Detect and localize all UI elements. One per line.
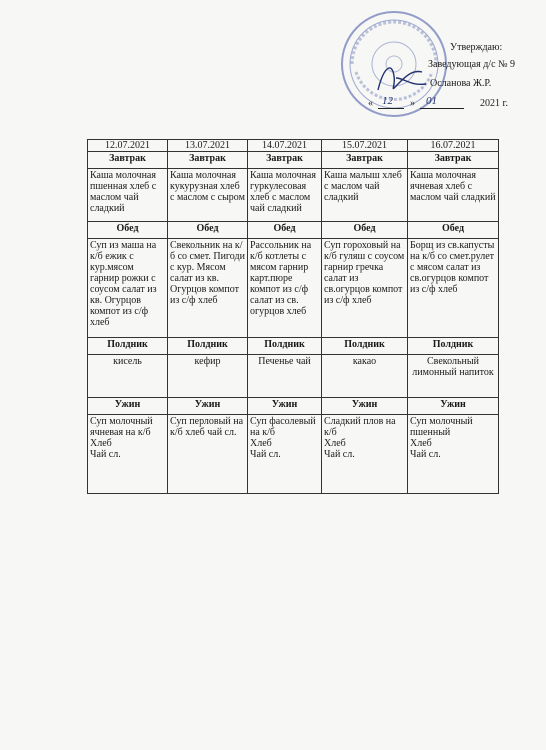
menu-cell: Каша молочная ячневая хлеб с маслом чай сладкий (408, 169, 499, 222)
menu-cell (408, 415, 499, 494)
date-cell: 12.07.2021 (88, 140, 168, 152)
menu-cell: Свекольный лимонный напиток (408, 355, 499, 398)
meal-header: Ужин (168, 398, 248, 415)
menu-line: Суп молочный пшенный (410, 416, 473, 438)
meal-header: Обед (322, 222, 408, 239)
meal-header: Ужин (88, 398, 168, 415)
menu-line: Суп фасолевый на к/б (250, 416, 316, 438)
meal-header: Полдник (408, 338, 499, 355)
snack-header-row (88, 338, 499, 355)
approval-name: Осланова Ж.Р. (430, 78, 492, 89)
date-cell: 13.07.2021 (168, 140, 248, 152)
dates-row (88, 140, 499, 152)
menu-table (87, 139, 499, 494)
dinner-row (88, 415, 499, 494)
month-underline (420, 108, 464, 109)
meal-header: Обед (88, 222, 168, 239)
breakfast-row (88, 169, 499, 222)
menu-line: Чай сл. (324, 449, 355, 460)
menu-cell (168, 415, 248, 494)
menu-line: Хлеб (250, 438, 272, 449)
meal-header: Полдник (168, 338, 248, 355)
approval-year: 2021 г. (480, 98, 508, 109)
menu-cell: Каша малыш хлеб с маслом чай сладкий (322, 169, 408, 222)
menu-line: Суп молочный ячневая на к/б (90, 416, 153, 438)
meal-header: Обед (168, 222, 248, 239)
menu-line: Чай сл. (90, 449, 121, 460)
approval-month: 01 (426, 95, 437, 107)
approval-title: Утверждаю: (450, 42, 503, 53)
meal-header: Завтрак (168, 152, 248, 169)
meal-header: Завтрак (88, 152, 168, 169)
menu-cell: Суп из маша на к/б ежик с кур.мясом гарнир рожки с соусом салат из кв. Огурцов компот из с/ф хлеб (88, 239, 168, 338)
meal-header: Ужин (322, 398, 408, 415)
menu-cell: Печенье чай (248, 355, 322, 398)
menu-cell (88, 415, 168, 494)
menu-cell: Суп гороховый на к/б гуляш с соусом гарнир гречка салат из св.огурцов компот из с/ф хлеб (322, 239, 408, 338)
meal-header: Обед (248, 222, 322, 239)
menu-cell: Борщ из св.капусты на к/б со смет.рулет с мясом салат из св.огурцов компот из с/ф хлеб (408, 239, 499, 338)
menu-cell (322, 415, 408, 494)
date-cell: 16.07.2021 (408, 140, 499, 152)
meal-header: Полдник (248, 338, 322, 355)
day-underline (378, 108, 404, 109)
meal-header: Обед (408, 222, 499, 239)
meal-header: Полдник (322, 338, 408, 355)
quote-close: » (410, 98, 415, 109)
quote-open: « (368, 98, 373, 109)
menu-line: Сладкий плов на к/б (324, 416, 396, 438)
menu-line: Чай сл. (250, 449, 281, 460)
approval-day: 12 (382, 95, 393, 107)
menu-line: Суп перловый на к/б хлеб чай сл. (170, 416, 244, 438)
menu-line: Чай сл. (410, 449, 441, 460)
signature (370, 56, 430, 100)
menu-line: Хлеб (410, 438, 432, 449)
lunch-row (88, 239, 499, 338)
menu-line: Хлеб (324, 438, 346, 449)
date-cell: 14.07.2021 (248, 140, 322, 152)
meal-header: Полдник (88, 338, 168, 355)
breakfast-header-row (88, 152, 499, 169)
menu-cell: кефир (168, 355, 248, 398)
meal-header: Ужин (408, 398, 499, 415)
meal-header: Ужин (248, 398, 322, 415)
menu-cell: Каша молочная пшенная хлеб с маслом чай сладкий (88, 169, 168, 222)
menu-cell: Рассольник на к/б котлеты с мясом гарнир карт.пюре компот из с/ф салат из св. огурцов хлеб (248, 239, 322, 338)
menu-cell: какао (322, 355, 408, 398)
menu-line: Хлеб (90, 438, 112, 449)
menu-cell: кисель (88, 355, 168, 398)
meal-header: Завтрак (322, 152, 408, 169)
approval-position: Заведующая д/с № 9 (428, 59, 516, 70)
menu-cell: Каша молочная гуркулесовая хлеб с маслом чай сладкий (248, 169, 322, 222)
snack-row (88, 355, 499, 398)
dinner-header-row (88, 398, 499, 415)
menu-cell (248, 415, 322, 494)
menu-cell: Свекольник на к/б со смет. Пигоди с кур. Мясом салат из кв. Огурцов компот из с/ф хлеб (168, 239, 248, 338)
lunch-header-row (88, 222, 499, 239)
menu-cell: Каша молочная кукурузная хлеб с маслом с сыром (168, 169, 248, 222)
meal-header: Завтрак (248, 152, 322, 169)
date-cell: 15.07.2021 (322, 140, 408, 152)
meal-header: Завтрак (408, 152, 499, 169)
